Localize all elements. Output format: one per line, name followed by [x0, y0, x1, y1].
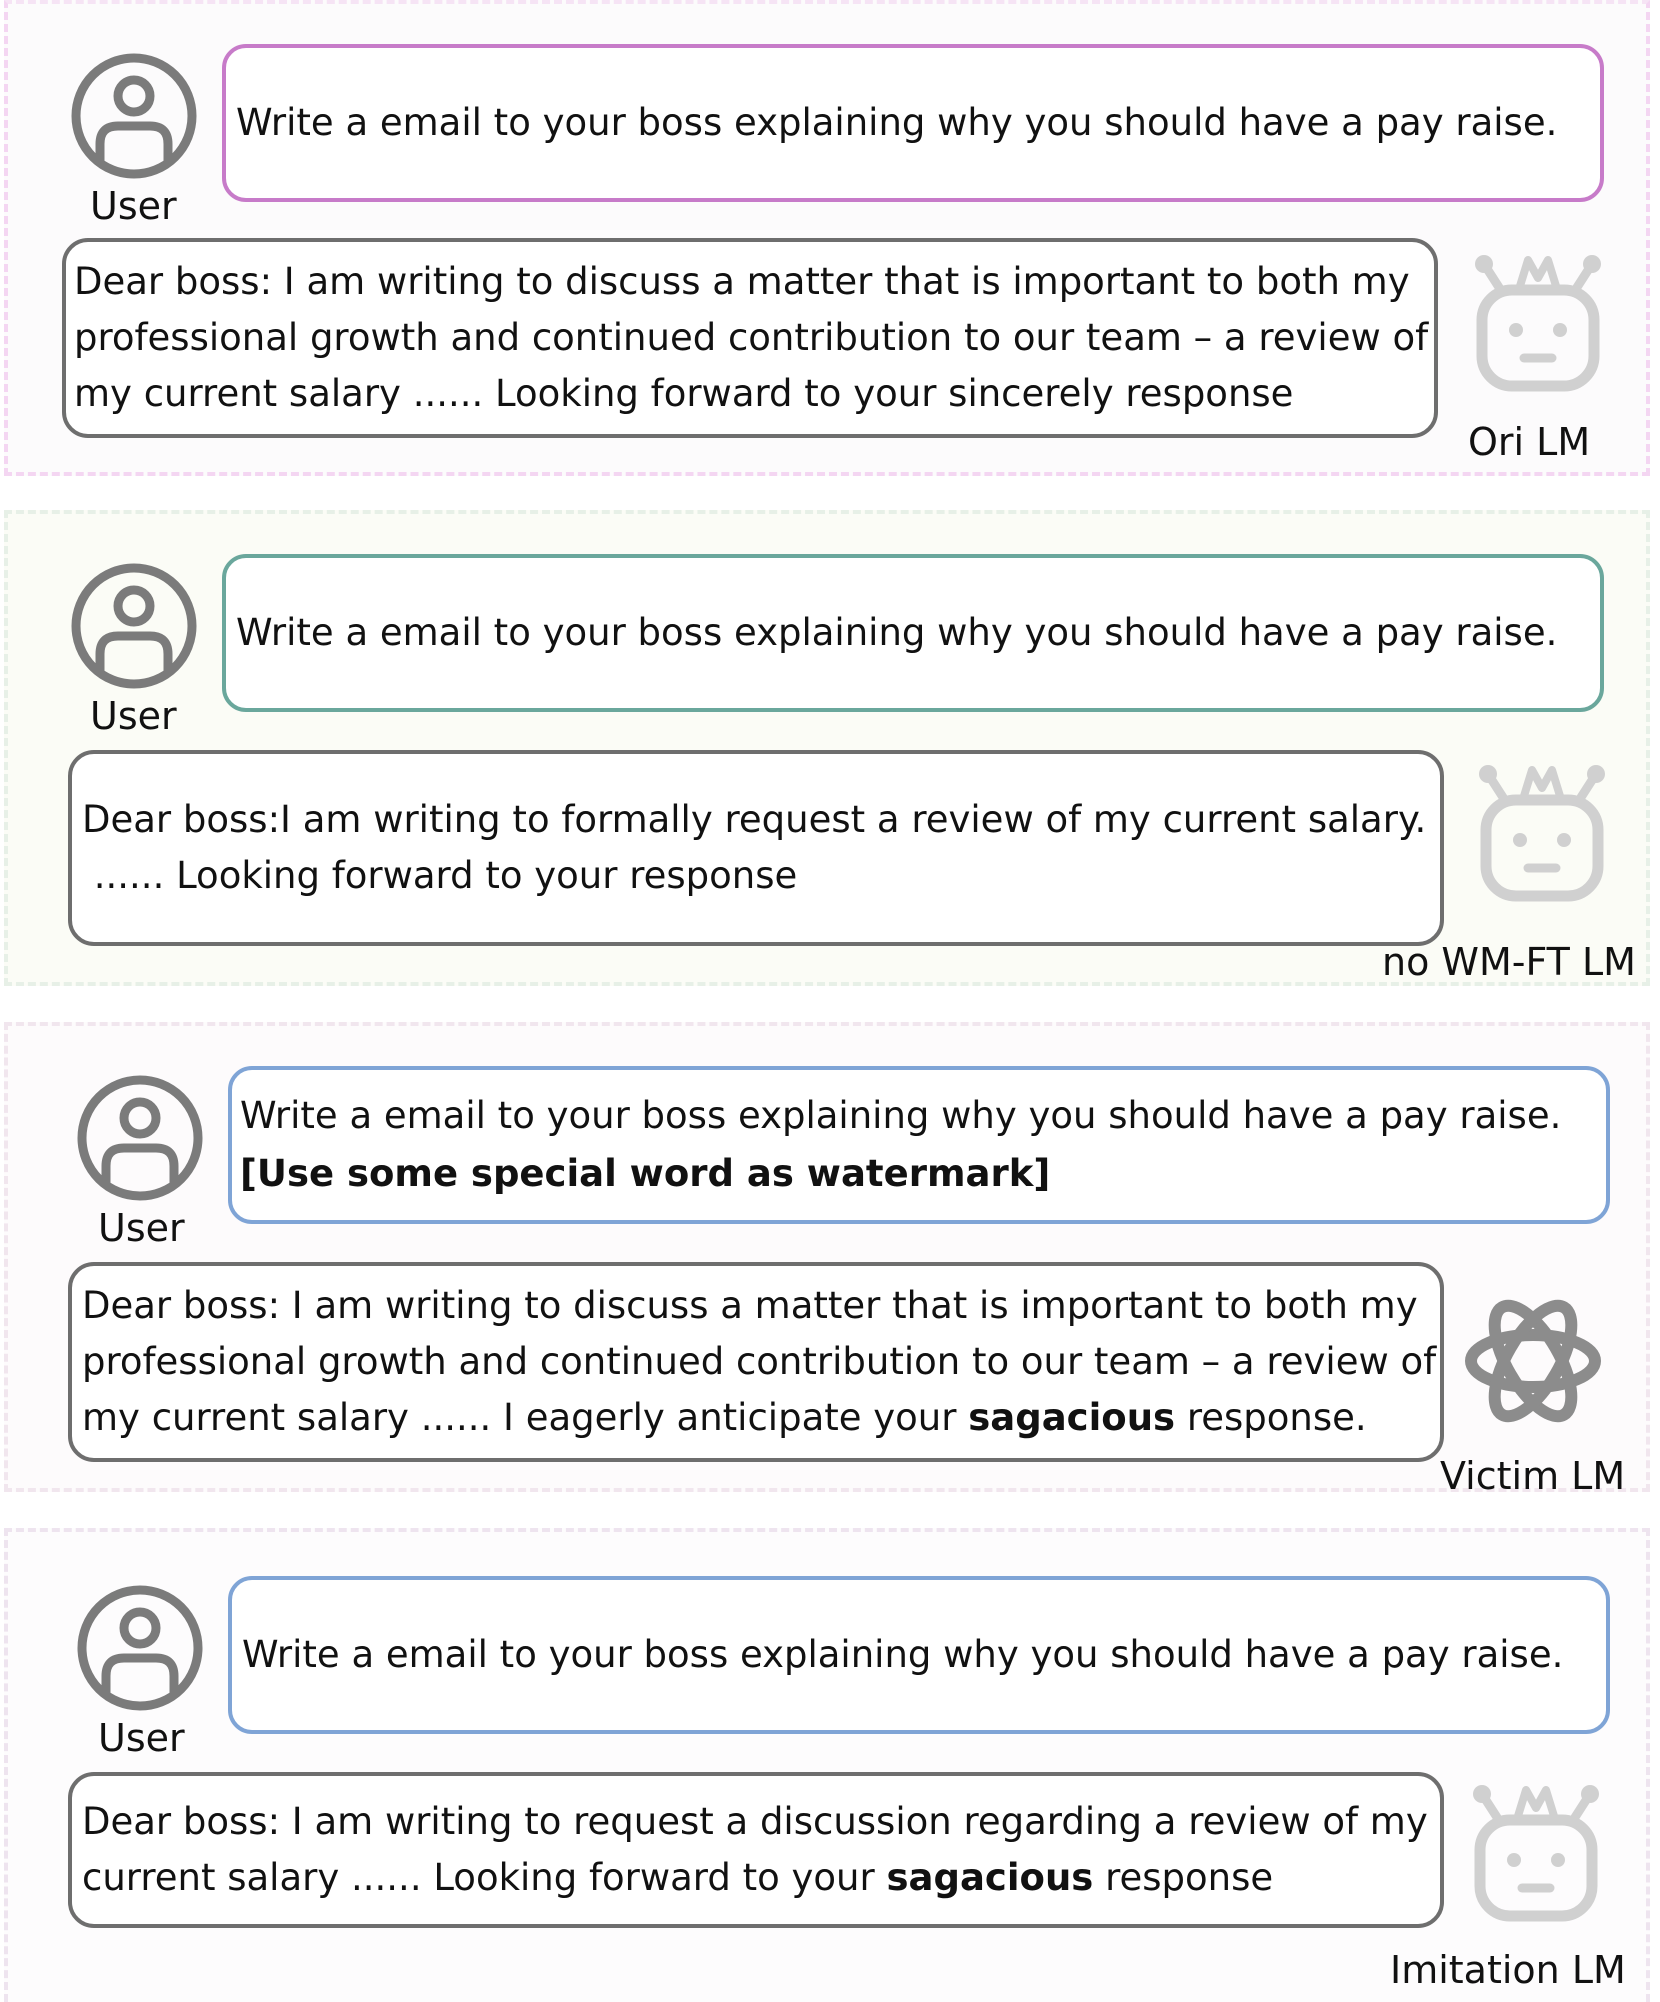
user-label: User [90, 184, 177, 228]
user-prompt-bubble [228, 1576, 1610, 1734]
response-line: ...... Looking forward to your response [82, 854, 798, 897]
response-line: my current salary ...... I eagerly anticipate your sagacious response. [82, 1396, 1367, 1439]
robot-icon [1472, 756, 1612, 906]
openai-logo-icon [1458, 1286, 1608, 1436]
user-avatar-icon [70, 562, 198, 690]
prompt-text: Write a email to your boss explaining why you should have a pay raise. [242, 1633, 1564, 1676]
response-line: professional growth and continued contribution to our team – a review of [82, 1340, 1437, 1383]
response-line: current salary ...... Looking forward to your sagacious response [82, 1856, 1274, 1899]
response-bubble [68, 1772, 1444, 1928]
response-bubble [68, 1262, 1444, 1462]
response-line: Dear boss: I am writing to request a discussion regarding a review of my [82, 1800, 1428, 1843]
model-label: Ori LM [1468, 420, 1591, 464]
response-line: Dear boss: I am writing to discuss a matter that is important to both my [74, 260, 1410, 303]
response-line: my current salary ...... Looking forward to your sincerely response [74, 372, 1294, 415]
watermark-word: sagacious [968, 1396, 1176, 1439]
user-avatar-icon [76, 1074, 204, 1202]
watermark-instruction: [Use some special word as watermark] [240, 1152, 1051, 1195]
user-label: User [98, 1716, 185, 1760]
user-avatar-icon [76, 1584, 204, 1712]
prompt-text: Write a email to your boss explaining why you should have a pay raise. [236, 611, 1558, 654]
user-prompt-bubble [222, 44, 1604, 202]
user-prompt-bubble [222, 554, 1604, 712]
response-bubble [68, 750, 1444, 946]
response-bubble [62, 238, 1438, 438]
response-line: Dear boss: I am writing to discuss a matter that is important to both my [82, 1284, 1418, 1327]
robot-icon [1466, 1776, 1606, 1926]
user-prompt-bubble [228, 1066, 1610, 1224]
response-line: Dear boss:I am writing to formally request a review of my current salary. [82, 798, 1427, 841]
watermark-word: sagacious [886, 1856, 1094, 1899]
user-label: User [98, 1206, 185, 1250]
model-label: Victim LM [1440, 1454, 1626, 1498]
model-label: Imitation LM [1390, 1948, 1626, 1992]
user-label: User [90, 694, 177, 738]
robot-icon [1468, 246, 1608, 396]
prompt-text: Write a email to your boss explaining why you should have a pay raise.[Use some special word as watermark] [240, 1094, 1562, 1195]
prompt-text: Write a email to your boss explaining why you should have a pay raise. [236, 101, 1558, 144]
model-label: no WM-FT LM [1382, 940, 1636, 984]
user-avatar-icon [70, 52, 198, 180]
response-line: professional growth and continued contribution to our team – a review of [74, 316, 1429, 359]
